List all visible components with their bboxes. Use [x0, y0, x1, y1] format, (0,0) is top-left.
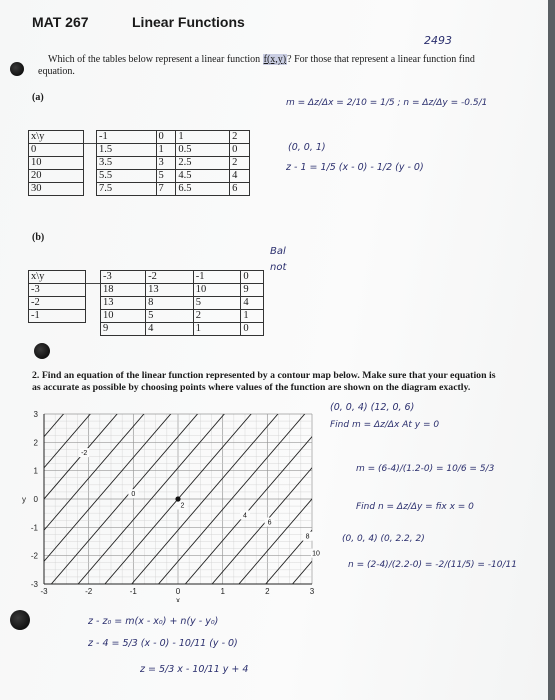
table-a-cell: 3 [156, 157, 176, 170]
punch-hole-top [10, 62, 24, 76]
table-a-cell: 4.5 [176, 170, 230, 183]
table-a-cell: 6.5 [176, 183, 230, 196]
contour-line [20, 406, 320, 447]
table-b-cell: 1 [241, 310, 264, 323]
x-tick-label: 3 [309, 587, 315, 596]
problem2-m-calc-note: m = (6-4)/(1.2-0) = 10/6 = 5/3 [356, 464, 495, 474]
contour-label: 2 [180, 502, 185, 510]
part-b-note-line1: Bal [270, 246, 286, 257]
problem1-prompt: Which of the tables below represent a linear function f(x,y)? For those that represent a linear function find [48, 54, 475, 65]
table-a-cell: 0.5 [176, 144, 230, 157]
table-b-cell: 9 [101, 323, 146, 336]
x-axis-label: x [176, 596, 180, 602]
problem2-equation-substituted: z - 4 = 5/3 (x - 0) - 10/11 (y - 0) [88, 638, 238, 649]
table-b-cell: 5 [146, 310, 194, 323]
table-a-cell: 6 [230, 183, 250, 196]
table-a-corner: x\y [29, 131, 84, 144]
table-a-cell: 4 [230, 170, 250, 183]
problem2-number: 2. [32, 370, 40, 381]
table-b-body [100, 270, 264, 336]
y-tick-label: 2 [33, 438, 38, 448]
contour-label: 0 [131, 491, 136, 499]
x-tick-label: 0 [175, 587, 181, 596]
y-tick-label: 0 [33, 495, 38, 504]
table-a-col-header: 0 [156, 131, 176, 144]
table-b-cell: 1 [193, 323, 241, 336]
table-b-cell: 18 [101, 284, 146, 297]
table-b-col-header: 0 [241, 271, 264, 284]
marked-point [175, 496, 180, 501]
table-b-cell: 13 [101, 297, 146, 310]
table-a-body [96, 130, 250, 196]
x-tick-label: 1 [220, 587, 225, 596]
table-b-corner: x\y [29, 271, 86, 284]
contour-label: 6 [267, 519, 272, 527]
table-b-divider [86, 283, 100, 284]
contour-map-svg [20, 406, 320, 602]
course-code: MAT 267 [32, 14, 89, 30]
table-a-cell: 7.5 [97, 183, 157, 196]
table-b-cell: 10 [101, 310, 146, 323]
table-a-cell: 2.5 [176, 157, 230, 170]
table-a-cell: 7 [156, 183, 176, 196]
table-a-divider [84, 143, 96, 144]
table-b-col-header: -1 [193, 271, 241, 284]
punch-hole-middle [34, 343, 50, 359]
table-a-cell: 3.5 [97, 157, 157, 170]
table-a-row-header: 20 [29, 170, 84, 183]
table-a-cell: 1 [156, 144, 176, 157]
table-b-row-header: -2 [29, 297, 86, 310]
problem1-prompt-line2: equation. [38, 66, 75, 77]
problem2-prompt: 2. Find an equation of the linear function represented by a contour map below. Make sure that your equation is [32, 370, 496, 381]
table-a-row-header: 10 [29, 157, 84, 170]
problem2-points-note: (0, 0, 4) (12, 0, 6) [330, 402, 415, 413]
problem2-equation-general: z - z₀ = m(x - x₀) + n(y - y₀) [88, 616, 219, 627]
table-b-cell: 2 [193, 310, 241, 323]
y-tick-label: -3 [30, 580, 38, 589]
y-tick-label: 1 [33, 466, 38, 476]
x-tick-label: -3 [40, 587, 48, 596]
contour-label: 8 [305, 533, 310, 541]
table-a-col-header: 2 [230, 131, 250, 144]
y-tick-label: 3 [33, 410, 38, 419]
problem2-find-n-note: Find n = Δz/Δy = fix x = 0 [356, 502, 474, 512]
table-a-row-headers [28, 130, 84, 196]
part-a-equation-note: z - 1 = 1/5 (x - 0) - 1/2 (y - 0) [286, 162, 424, 173]
contour-line [20, 406, 320, 509]
table-b-cell: 13 [146, 284, 194, 297]
problem2-points2-note: (0, 0, 4) (0, 2.2, 2) [342, 534, 425, 544]
table-b-row-header: -1 [29, 310, 86, 323]
contour-label: 4 [243, 512, 247, 520]
table-b-row-headers [28, 270, 86, 323]
contour-line [20, 551, 320, 602]
y-tick-label: -1 [30, 523, 38, 533]
table-b-cell: 4 [146, 323, 194, 336]
contour-line [20, 426, 320, 602]
function-notation: f(x,y) [263, 54, 287, 65]
contour-map [20, 406, 320, 607]
table-b-row-header: -3 [29, 284, 86, 297]
part-b-label: (b) [32, 232, 45, 243]
table-b-col-header: -2 [146, 271, 194, 284]
table-b-cell: 10 [193, 284, 241, 297]
x-tick-label: -2 [85, 587, 93, 596]
contour-line [20, 582, 320, 602]
table-b-cell: 9 [241, 284, 264, 297]
part-a-slope-note: m = Δz/Δx = 2/10 = 1/5 ; n = Δz/Δy = -0.5/1 [286, 98, 488, 108]
contour-label: -2 [81, 450, 88, 458]
x-tick-label: -1 [129, 587, 137, 596]
table-a-cell: 5 [156, 170, 176, 183]
y-axis-label: y [22, 495, 26, 504]
problem2-find-m-note: Find m = Δz/Δx At y = 0 [330, 420, 440, 430]
part-a-label: (a) [32, 92, 44, 103]
punch-hole-bottom [10, 610, 30, 630]
table-b-col-header: -3 [101, 271, 146, 284]
worksheet-title: Linear Functions [132, 14, 245, 30]
problem2-prompt-line2: as accurate as possible by choosing points where values of the function are shown on the diagram exactly. [32, 382, 471, 393]
table-b-cell: 5 [193, 297, 241, 310]
table-a-row-header: 0 [29, 144, 84, 157]
table-a-col-header: 1 [176, 131, 230, 144]
page-edge [548, 0, 555, 700]
table-a-row-header: 30 [29, 183, 84, 196]
table-b-cell: 0 [241, 323, 264, 336]
table-a-cell: 0 [230, 144, 250, 157]
contour-line [20, 520, 320, 602]
contour-line [20, 406, 320, 572]
contour-label: 10 [312, 550, 320, 558]
table-b-cell: 4 [241, 297, 264, 310]
part-a-point-note: (0, 0, 1) [288, 142, 326, 153]
problem2-n-calc-note: n = (2-4)/(2.2-0) = -2/(11/5) = -10/11 [348, 560, 517, 570]
part-b-note-line2: not [270, 262, 287, 273]
table-b-cell: 8 [146, 297, 194, 310]
table-a-cell: 1.5 [97, 144, 157, 157]
y-tick-label: -2 [30, 551, 38, 561]
x-tick-label: 2 [265, 587, 270, 596]
problem2-equation-final: z = 5/3 x - 10/11 y + 4 [140, 664, 249, 675]
handwritten-page-note: 2493 [424, 34, 452, 47]
table-a-cell: 2 [230, 157, 250, 170]
table-a-cell: 5.5 [97, 170, 157, 183]
table-a-col-header: -1 [97, 131, 157, 144]
